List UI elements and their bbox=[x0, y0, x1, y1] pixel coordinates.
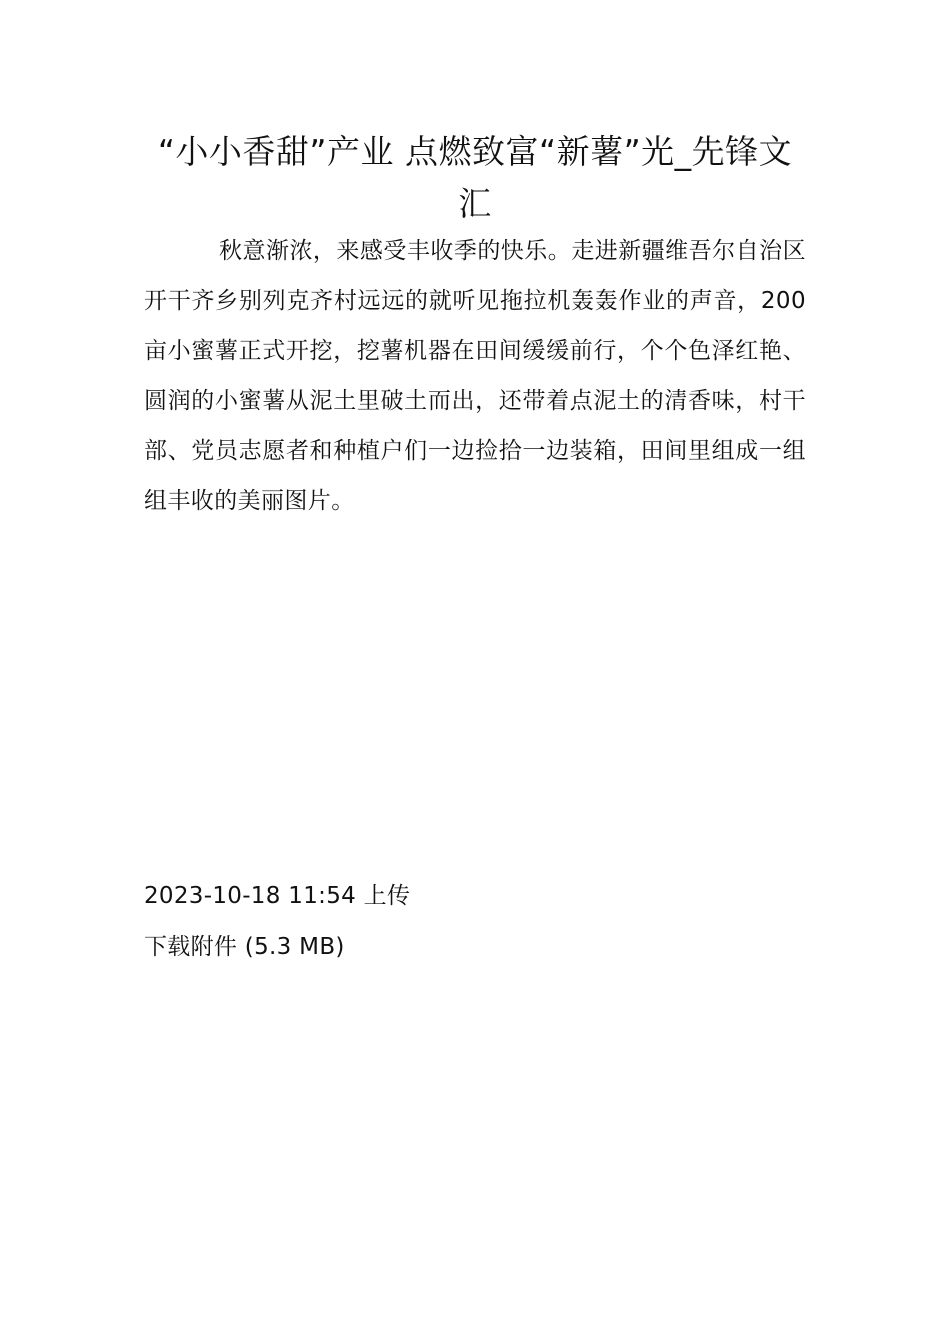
article-title: “小小香甜”产业 点燃致富“新薯”光_先锋文汇 bbox=[157, 132, 793, 223]
article-paragraph: 秋意渐浓，来感受丰收季的快乐。走进新疆维吾尔自治区开干齐乡别列克齐村远远的就听见拖拉机轰轰作业的声音，200 亩小蜜薯正式开挖，挖薯机器在田间缓缓前行，个个色泽红艳、圆润的小蜜薯从泥土里破土而出，还带着点泥土的清香味，村干部、党员志愿者和种植户们一边捡拾一边装箱，田间里组成一组组丰收的美丽图片。 bbox=[144, 238, 806, 514]
upload-timestamp: 2023-10-18 11:54 上传 bbox=[144, 883, 411, 909]
download-attachment-link[interactable]: 下载附件 (5.3 MB) bbox=[144, 934, 345, 960]
